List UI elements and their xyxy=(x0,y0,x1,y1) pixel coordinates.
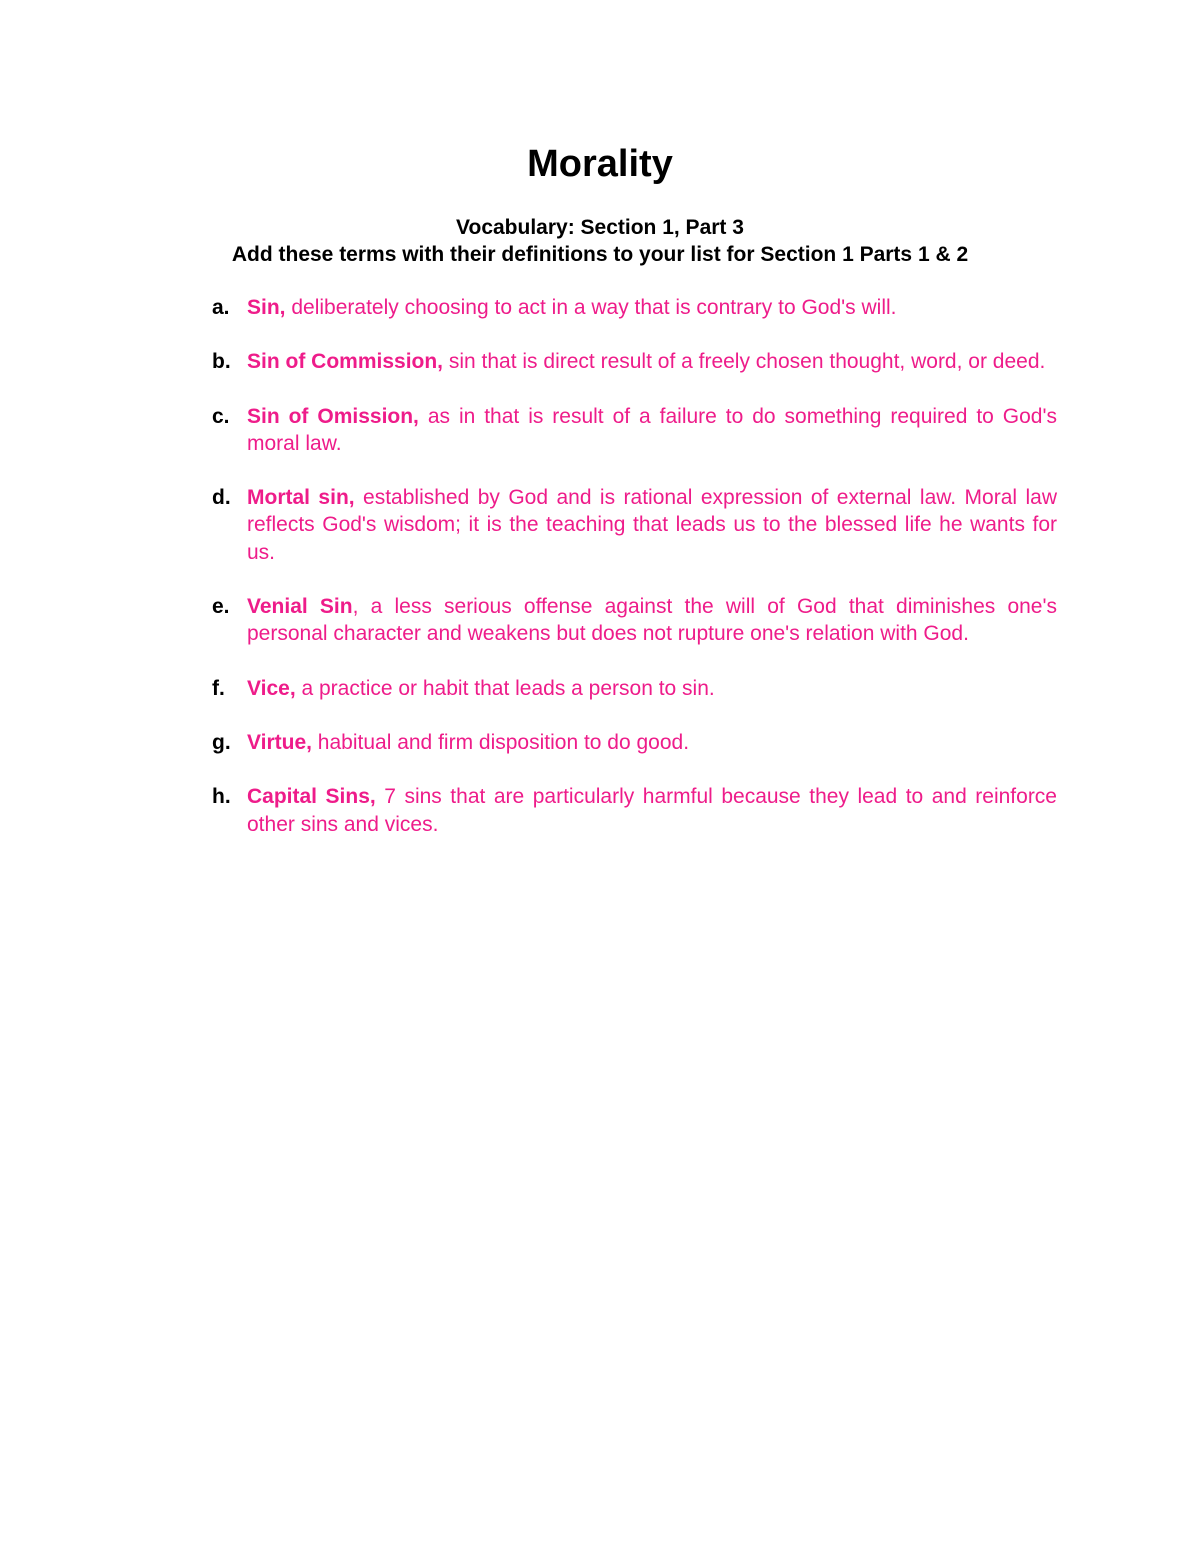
section-subtitle: Vocabulary: Section 1, Part 3 xyxy=(456,216,744,239)
item-text xyxy=(247,729,1057,756)
item-text xyxy=(247,348,1057,375)
vocab-term: Vice, xyxy=(247,676,296,700)
item-letter: b. xyxy=(212,350,231,374)
item-text xyxy=(247,294,1057,321)
item-letter: h. xyxy=(212,785,231,809)
list-item xyxy=(212,294,1057,321)
item-letter: a. xyxy=(212,296,230,319)
vocab-definition: 7 sins that are particularly harmful because they lead to and reinforce other sins and vices. xyxy=(247,785,1057,836)
item-letter: g. xyxy=(212,730,231,754)
vocab-definition: , a less serious offense against the will of God that diminishes one's personal character and weakens but does not rupture one's relation with God. xyxy=(247,595,1057,646)
item-text xyxy=(247,593,1057,648)
page-title: Morality xyxy=(527,143,673,185)
list-item xyxy=(212,484,1057,566)
item-letter: c. xyxy=(212,404,230,428)
list-item xyxy=(212,783,1057,838)
vocab-definition: a practice or habit that leads a person to sin. xyxy=(295,676,715,700)
vocab-definition: deliberately choosing to act in a way that is contrary to God's will. xyxy=(285,296,897,319)
instructions-subtitle: Add these terms with their definitions to your list for Section 1 Parts 1 & 2 xyxy=(231,243,969,266)
list-item xyxy=(212,593,1057,648)
item-letter: d. xyxy=(212,486,231,510)
vocab-term: Sin of Omission, xyxy=(247,404,419,428)
list-item xyxy=(212,348,1057,375)
list-item xyxy=(212,675,1057,702)
vocab-term: Sin, xyxy=(247,296,286,319)
list-item xyxy=(212,729,1057,756)
vocab-definition: habitual and firm disposition to do good. xyxy=(311,730,690,754)
item-letter: f. xyxy=(212,676,225,700)
vocab-definition: as in that is result of a failure to do something required to God's moral law. xyxy=(247,404,1057,455)
vocab-term: Capital Sins, xyxy=(247,785,376,809)
vocab-term: Venial Sin xyxy=(247,595,353,619)
item-letter: e. xyxy=(212,595,230,619)
vocab-term: Sin of Commission, xyxy=(247,350,444,374)
vocab-term: Mortal sin, xyxy=(247,486,355,510)
item-text xyxy=(247,783,1057,838)
list-item xyxy=(212,403,1057,458)
vocab-term: Virtue, xyxy=(247,730,312,754)
vocab-definition: sin that is direct result of a freely chosen thought, word, or deed. xyxy=(443,350,1046,374)
vocabulary-list xyxy=(212,294,1057,865)
item-text xyxy=(247,403,1057,458)
vocab-definition: established by God and is rational expression of external law. Moral law reflects God's wisdom; it is the teaching that leads us to the blessed life he wants for us. xyxy=(247,486,1057,564)
item-text xyxy=(247,484,1057,566)
item-text xyxy=(247,675,1057,702)
